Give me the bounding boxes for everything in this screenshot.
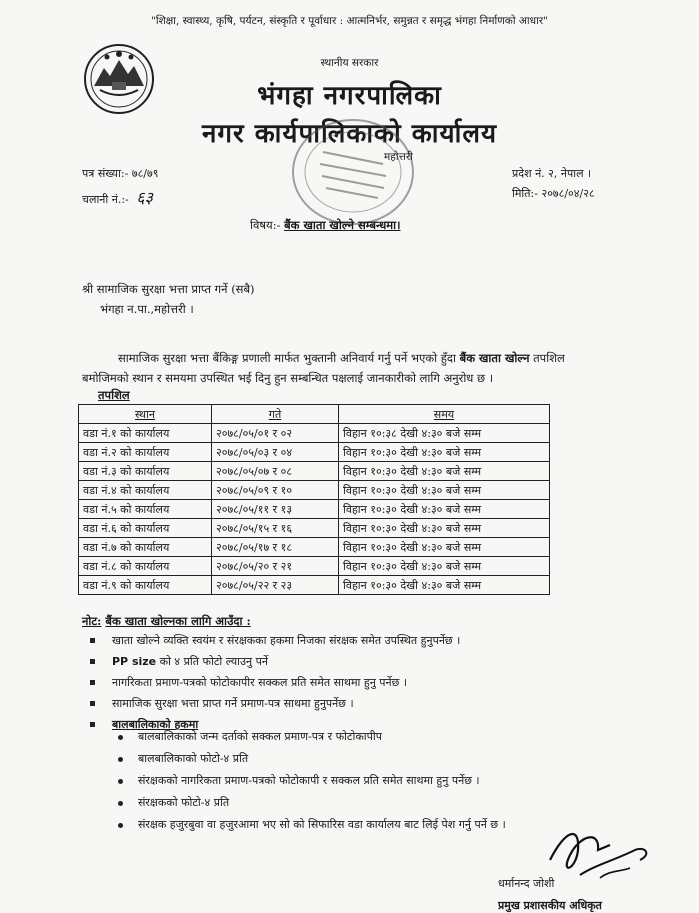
cell-location: वडा नं.४ को कार्यालय (79, 481, 212, 500)
cell-time: विहान १०:३० देखी ४:३० बजे सम्म (339, 443, 550, 462)
list-item (116, 726, 636, 748)
body-text-bold: बैंक खाता खोल्न (459, 351, 530, 365)
recipient-line-1: श्री सामाजिक सुरक्षा भत्ता प्राप्त गर्ने (सबै) (82, 282, 255, 296)
cell-location: वडा नं.३ को कार्यालय (79, 462, 212, 481)
recipient-line-2: भंगहा न.पा.,महोत्तरी । (100, 302, 194, 316)
table-row (79, 462, 550, 481)
dispatch-number (82, 186, 153, 208)
round-bullet-icon (118, 823, 123, 828)
cell-dates: २०७८/०५/२० र २१ (212, 557, 339, 576)
subject-line (250, 218, 401, 233)
cell-dates: २०७८/०५/१५ र १६ (212, 519, 339, 538)
square-bullet-icon (90, 680, 95, 685)
subject-text: बैंक खाता खोल्ने सम्बन्धमा। (284, 218, 401, 232)
minor-requirement-text: बालबालिकाको जन्म दर्ताको सक्कल प्रमाण-पत्र र फोटोकापीप (138, 730, 382, 743)
list-item (116, 770, 636, 792)
reference-value: ७८/७९ (131, 167, 159, 180)
list-item (116, 792, 636, 814)
body-text-part2: तपशिल बमोजिमको स्थान र समयमा उपस्थित भई दिनु हुन सम्बन्धित पक्षलाई जानकारीको लागि अनुरोध छ । (82, 351, 565, 385)
cell-location: वडा नं.९ को कार्यालय (79, 576, 212, 595)
cell-time: विहान १०:३० देखी ४:३० बजे सम्म (339, 500, 550, 519)
list-item (88, 693, 648, 714)
subject-label: विषय:- (250, 218, 281, 232)
motto: "शिक्षा, स्वास्थ्य, कृषि, पर्यटन, संस्कृति र पूर्वाधार : आत्मनिर्भर, समुन्नत र समृद्ध भंगहा निर्माणको आधार" (151, 15, 548, 27)
district-name: महोत्तरी (384, 151, 413, 163)
minors-heading: बालबालिकाको हकमा (112, 718, 199, 731)
dispatch-value: ६३ (136, 188, 153, 207)
round-bullet-icon (118, 779, 123, 784)
list-item (88, 630, 648, 651)
office-name: नगर कार्यपालिकाको कार्यालय (201, 119, 498, 149)
cell-time: विहान १०:३० देखी ४:३० बजे सम्म (339, 576, 550, 595)
requirement-text: खाता खोल्ने व्यक्ति स्वयंम र संरक्षकका हकमा निजका संरक्षक समेत उपस्थित हुनुपर्नेछ । (112, 634, 461, 647)
table-row (79, 576, 550, 595)
square-bullet-icon (90, 701, 95, 706)
note-title-text: बैंक खाता खोल्नका लागि आउँदा : (105, 614, 251, 628)
cell-location: वडा नं.६ को कार्यालय (79, 519, 212, 538)
cell-dates: २०७८/०५/०९ र १० (212, 481, 339, 500)
square-bullet-icon (90, 659, 95, 664)
list-item (88, 672, 648, 693)
header-dates: गते (212, 405, 339, 424)
table-row (79, 500, 550, 519)
date-label: मिति:- (512, 187, 538, 200)
schedule-table (78, 404, 550, 595)
cell-time: विहान १०:३८ देखी ४:३० बजे सम्म (339, 424, 550, 443)
minor-requirement-text: संरक्षकको नागरिकता प्रमाण-पत्रको फोटोकापी र सक्कल प्रति समेत साथमा हुनु पर्नेछ । (138, 774, 480, 787)
details-heading: तपशिल (98, 388, 130, 402)
minor-requirement-text: बालबालिकाको फोटो-४ प्रति (138, 752, 249, 765)
municipality-name: भंगहा नगरपालिका (257, 81, 442, 111)
table-row (79, 538, 550, 557)
signer-name: धर्मानन्द जोशी (498, 877, 555, 890)
cell-location: वडा नं.२ को कार्यालय (79, 443, 212, 462)
table-row (79, 481, 550, 500)
round-bullet-icon (118, 757, 123, 762)
requirement-text: नागरिकता प्रमाण-पत्रको फोटोकापीर सक्कल प्रति समेत साथमा हुनु पर्नेछ । (112, 676, 408, 689)
table-row (79, 424, 550, 443)
cell-dates: २०७८/०५/०१ र ०२ (212, 424, 339, 443)
table-row (79, 443, 550, 462)
table-row (79, 519, 550, 538)
requirement-text: को ४ प्रति फोटो ल्याउनु पर्ने (159, 655, 268, 668)
cell-time: विहान १०:३० देखी ४:३० बजे सम्म (339, 462, 550, 481)
dispatch-label: चलानी नं.:- (82, 193, 129, 206)
table-header-row (79, 405, 550, 424)
requirement-text: सामाजिक सुरक्षा भत्ता प्राप्त गर्ने प्रमाण-पत्र साथमा हुनुपर्नेछ । (112, 697, 354, 710)
cell-location: वडा नं.१ को कार्यालय (79, 424, 212, 443)
cell-dates: २०७८/०५/११ र १३ (212, 500, 339, 519)
minor-requirement-text: संरक्षकको फोटो-४ प्रति (138, 796, 230, 809)
cell-dates: २०७८/०५/२२ र २३ (212, 576, 339, 595)
note-title (82, 614, 251, 629)
letter-date (512, 186, 595, 201)
cell-location: वडा नं.७ को कार्यालय (79, 538, 212, 557)
round-bullet-icon (118, 801, 123, 806)
cell-time: विहान १०:३० देखी ४:३० बजे सम्म (339, 481, 550, 500)
cell-dates: २०७८/०५/०३ र ०४ (212, 443, 339, 462)
cell-time: विहान १०:३० देखी ४:३० बजे सम्म (339, 519, 550, 538)
cell-time: विहान १०:३० देखी ४:३० बजे सम्म (339, 557, 550, 576)
square-bullet-icon (90, 722, 95, 727)
list-item (116, 748, 636, 770)
cell-location: वडा नं.५ को कार्यालय (79, 500, 212, 519)
province-label: प्रदेश नं. २, नेपाल । (512, 167, 592, 180)
date-value: २०७८/०४/२८ (541, 187, 595, 200)
header-location: स्थान (79, 405, 212, 424)
cell-dates: २०७८/०५/१७ र १८ (212, 538, 339, 557)
requirements-list (88, 630, 648, 735)
reference-number (82, 166, 158, 181)
cell-time: विहान १०:३० देखी ४:३० बजे सम्म (339, 538, 550, 557)
list-item (88, 651, 648, 672)
office-seal-stamp (278, 112, 428, 232)
round-bullet-icon (118, 735, 123, 740)
cell-dates: २०७८/०५/०७ र ०८ (212, 462, 339, 481)
cell-location: वडा नं.८ को कार्यालय (79, 557, 212, 576)
reference-label: पत्र संख्या:- (82, 167, 129, 180)
signer-title: प्रमुख प्रशासकीय अधिकृत (498, 899, 602, 912)
requirement-pp-size: PP size (112, 655, 157, 668)
body-text-part1: सामाजिक सुरक्षा भत्ता बैंकिङ्ग प्रणाली मार्फत भुक्तानी अनिवार्य गर्नु पर्ने भएको हुँदा (118, 351, 456, 365)
minor-requirement-text: संरक्षक हजुरबुवा वा हजुरआमा भए सो को सिफारिस वडा कार्यालय बाट लिई पेश गर्नु पर्ने छ । (138, 818, 506, 831)
table-row (79, 557, 550, 576)
body-paragraph (82, 348, 614, 388)
header-time: समय (339, 405, 550, 424)
square-bullet-icon (90, 638, 95, 643)
handwritten-signature (540, 820, 660, 890)
local-government-label: स्थानीय सरकार (320, 57, 379, 69)
note-label: नोट: (82, 614, 102, 628)
